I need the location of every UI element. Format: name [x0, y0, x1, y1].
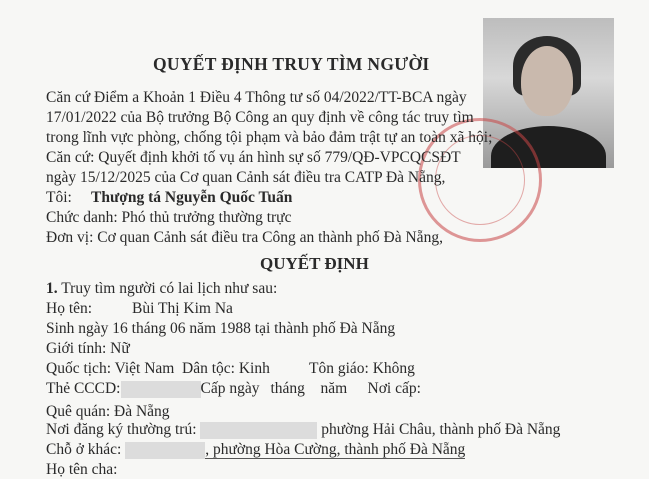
residence-label: Nơi đăng ký thường trú:	[46, 421, 197, 438]
id-place: Nơi cấp:	[367, 380, 421, 397]
hometown-line: Quê quán: Đà Nẵng	[46, 403, 170, 420]
officer-label: Tôi:	[46, 189, 72, 206]
id-line	[46, 379, 421, 398]
gender-line: Giới tính: Nữ	[46, 340, 130, 357]
redacted-id	[121, 381, 201, 398]
id-month: tháng	[270, 380, 305, 397]
ethnicity: Dân tộc: Kinh	[182, 360, 270, 377]
nationality: Quốc tịch: Việt Nam	[46, 360, 175, 377]
name-line	[46, 299, 233, 318]
religion: Tôn giáo: Không	[309, 360, 415, 377]
residence: phường Hải Châu, thành phố Đà Nẵng	[321, 421, 561, 438]
preamble-line: trong lĩnh vực phòng, chống tội phạm và bảo đảm trật tự an toàn xã hội;	[46, 129, 493, 146]
position-line: Chức danh: Phó thủ trưởng thường trực	[46, 209, 292, 226]
id-label: Thẻ CCCD:	[46, 380, 121, 397]
section-text: Truy tìm người có lai lịch như sau:	[61, 280, 278, 297]
person-name: Bùi Thị Kim Na	[132, 300, 233, 317]
preamble-line: Căn cứ Điểm a Khoản 1 Điều 4 Thông tư số 04/2022/TT-BCA ngày	[46, 89, 467, 106]
other-address: , phường Hòa Cường, thành phố Đà Nẵng	[205, 441, 466, 458]
officer-line	[46, 188, 292, 207]
id-year: năm	[320, 380, 348, 397]
section-number: 1.	[46, 280, 58, 297]
nationality-line	[46, 359, 415, 378]
document-title: QUYẾT ĐỊNH TRUY TÌM NGƯỜI	[153, 54, 430, 74]
other-address-line	[46, 440, 465, 459]
birth-line: Sinh ngày 16 tháng 06 năm 1988 tại thành phố Đà Nẵng	[46, 320, 396, 337]
id-issue: Cấp ngày	[200, 380, 260, 397]
preamble-line: 17/01/2022 của Bộ trưởng Bộ Công an quy định về công tác truy tìm	[46, 109, 474, 126]
residence-line	[46, 420, 560, 439]
other-label: Chỗ ở khác:	[46, 441, 122, 458]
redacted-address	[200, 422, 317, 439]
name-label: Họ tên:	[46, 300, 93, 317]
preamble-line: Căn cứ: Quyết định khởi tố vụ án hình sự số 779/QĐ-VPCQCSĐT	[46, 149, 461, 166]
unit-line: Đơn vị: Cơ quan Cảnh sát điều tra Công an thành phố Đà Nẵng,	[46, 229, 443, 246]
decision-heading: QUYẾT ĐỊNH	[260, 254, 369, 273]
officer-name: Thượng tá Nguyễn Quốc Tuấn	[91, 189, 293, 206]
preamble-line: ngày 15/12/2025 của Cơ quan Cảnh sát điều tra CATP Đà Nẵng,	[46, 169, 446, 186]
redacted-other	[125, 442, 205, 459]
section-1	[46, 279, 277, 298]
father-line: Họ tên cha:	[46, 461, 118, 478]
